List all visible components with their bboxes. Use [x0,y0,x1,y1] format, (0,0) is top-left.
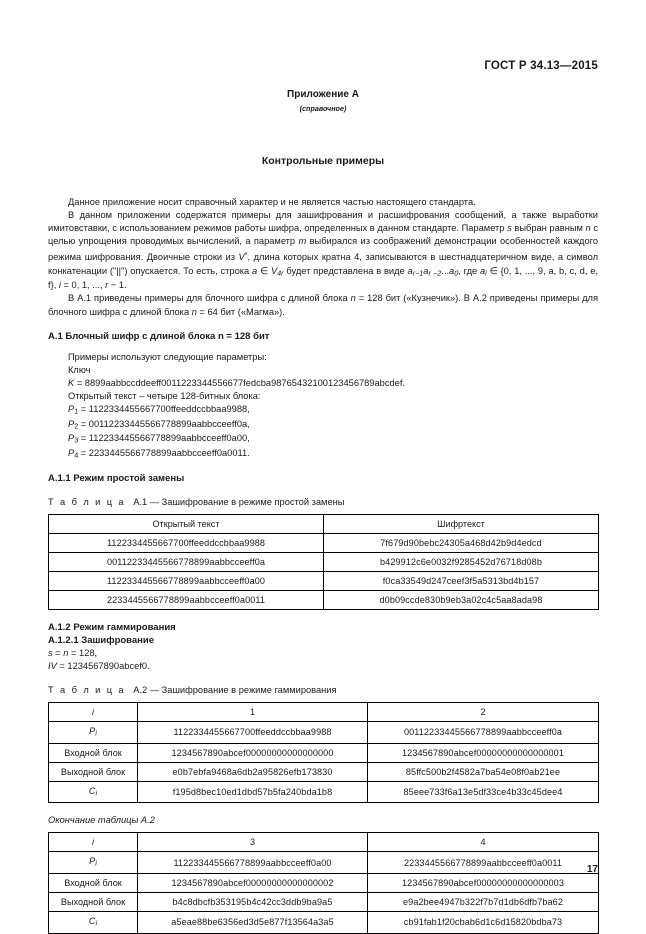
table-a2-part1 [48,702,599,803]
caption-table-a2 [48,684,598,697]
intro-paragraph-2 [48,209,598,292]
table-a2-cell: 1122334455667700ffeeddccbbaa9988 [138,722,368,744]
a1-p3-index: 3 [74,435,79,445]
table-a2-cell: 85ffc500b2f4582a7ba54e08f0ab21ee [368,762,599,781]
table-a2-cell: 1234567890abcef00000000000000001 [368,743,599,762]
table-a2-cell: e0b7ebfa9468a6db2a95826efb173830 [138,762,368,781]
annex-subtitle: (справочное) [299,103,347,113]
intro-p3-seg1: В А.1 приведены примеры для блочного шифра с длиной блока [68,293,351,304]
page-content [48,196,598,934]
table-a1-cell-ciphertext: d0b09ccde830b9eb3a02c4c5aa8ada98 [324,590,599,609]
table-a1 [48,514,599,610]
table-a2b-cell: e9a2bee4947b322f7b7d1db6dfb7ba62 [368,892,599,911]
table-a1-header-row [49,514,599,533]
table-row [49,911,599,933]
a1-p2-line [48,418,598,433]
table-a2-cell: f195d8bec10ed1dbd57b5fa240bda1b8 [138,781,368,803]
a1-p4-symbol: P [68,448,75,459]
intro-p2-seq-a2: a [423,265,429,276]
a12-var-n: n [63,647,69,658]
heading-a1 [48,330,598,343]
row-label-symbol: P [89,726,96,737]
table-row [49,873,599,892]
table-a2b-col-header-3: 3 [138,833,368,852]
table-a2-col-header-index [49,703,138,722]
standard-header: ГОСТ Р 34.13—2015 [484,60,598,72]
a1-p3-line [48,432,598,447]
table-a2b-cell: 112233445566778899aabbcceeff0a00 [138,852,368,874]
intro-p2-seq-a1: a [407,265,413,276]
table-a2b-cell: 1234567890abcef00000000000000002 [138,873,368,892]
intro-p2-var-a: a [252,265,258,276]
table-a2b-cell: 2233445566778899aabbcceeff0a0011 [368,852,599,874]
table-a1-col-header-ciphertext: Шифртекст [324,514,599,533]
table-row [49,552,599,571]
intro-p3-seg2: = 128 бит («Кузнечик»). В А.2 приведены примеры для блочного шифра с длиной блока [48,293,598,317]
table-a2b-cell: 1234567890abcef00000000000000003 [368,873,599,892]
a12-s-line [48,647,598,660]
caption-a2-rest: А.2 — Зашифрование в режиме гаммирования [133,685,337,695]
row-label-symbol: C [88,785,96,796]
table-row [49,571,599,590]
a1-key-symbol: K [68,377,75,388]
intro-p2-seg2: выбран равным [511,223,586,234]
row-label-symbol: P [89,856,96,867]
a12-iv-line [48,660,598,673]
table-row [49,743,599,762]
table-a2-header-row [49,703,599,722]
intro-p2-seg9: ∈ {0, 1, ..., 9, a, b, c, d, e, f}, [48,265,599,291]
intro-p2-var-n: n [585,223,591,234]
intro-p2-var-V4r: V [270,265,278,276]
section-title: Контрольные примеры [261,155,385,167]
a12-s-value: = 128, [68,647,98,658]
a1-key-label: Ключ [68,364,91,375]
table-a2b-cell: b4c8dbcfb353195b4c42cc3ddb9ba9a5 [138,892,368,911]
a1-p2-symbol: P [68,418,75,429]
a1-key-line [48,377,598,390]
a1-params-intro: Примеры используют следующие параметры: [68,351,267,362]
caption-a1-rest: А.1 — Зашифрование в режиме простой замены [133,496,345,507]
annex-heading-block [0,88,646,115]
intro-p2-seg10: = 0, 1, ..., [60,280,106,291]
intro-p2-seg3: с целью упрощения проводимых вычислений, а параметр [48,223,598,247]
a1-p1-index: 1 [74,406,79,416]
table-row [49,533,599,552]
table-a2-row-label: Выходной блок [49,762,138,781]
table-a2-index-symbol: i [91,707,95,718]
table-a2b-header-row [49,833,599,852]
table-a2-cell: 00112233445566778899aabbcceeff0a [368,722,599,744]
a12-iv-value: = 1234567890abcef0. [56,660,150,671]
intro-p2-seq-a2-sub: r −2 [428,268,442,278]
intro-p3-var-n2: n [191,306,197,317]
table-a2-row-label [49,781,138,803]
intro-p2-seg7: будет представлена в виде [283,265,408,276]
table-a2b-index-symbol: i [91,837,95,848]
table-a2b-row-label: Выходной блок [49,892,138,911]
table-a2b-col-header-index [49,833,138,852]
table-a2-cell: 1234567890abcef00000000000000000 [138,743,368,762]
intro-p2-seq-a3: a [449,265,455,276]
intro-p3-seg3: = 64 бит («Магма»). [196,306,285,317]
table-row [49,722,599,744]
intro-p2-seq-a3-sub: 0 [454,268,459,278]
table-row [49,590,599,609]
table-row [49,852,599,874]
table-a1-cell-ciphertext: f0ca33549d247ceef3f5a5313bd4b157 [324,571,599,590]
intro-p2-seg11: − 1. [108,280,127,291]
table-a2b-cell: cb91fab1f20cbab6d1c6d15820bdba73 [368,911,599,933]
intro-p2-var-i: i [58,280,61,291]
intro-p2-seg8: , где [458,265,480,276]
a1-plaintext-intro: Открытый текст – четыре 128-битных блока: [68,390,261,401]
table-a2b-cell: a5eae88be6356ed3d5e877f13564a3a5 [138,911,368,933]
table-a2b-row-label: Входной блок [49,873,138,892]
table-row [49,762,599,781]
intro-p2-seq-a1-sub: r−1 [412,268,424,278]
caption-a2-word: Т а б л и ц а [48,685,126,695]
intro-p2-seg5: , длина которых кратна 4, записываются в шестнадцатеричном виде, а символ конкатенации ("||") опускается. То есть, строка [48,252,598,276]
intro-p2-seg1: В данном приложении содержатся примеры для зашифрования и расшифрования сообщений, а также выработки имитовставки, с использованием режимов работы шифра, определенных в данном стандарте. Параметр [48,210,598,234]
intro-p2-var-V-sup: * [244,250,248,260]
caption-a1-word: Т а б л и ц а [48,496,126,507]
intro-p2-seg4: выбирался из соображений демонстрации особенностей каждого режима шифрования. Двоичные строки из [48,236,598,263]
table-a2-row-label: Входной блок [49,743,138,762]
table-a1-cell-plaintext: 00112233445566778899aabbcceeff0a [49,552,324,571]
table-a2b-col-header-4: 4 [368,833,599,852]
caption-table-a1 [48,496,598,509]
intro-p2-var-V: V [238,252,245,263]
table-a1-col-header-plaintext: Открытый текст [49,514,324,533]
table-a2-col-header-1: 1 [138,703,368,722]
a1-p3-value: = 112233445566778899aabbcceeff0a00, [78,433,250,444]
a1-p2-value: = 00112233445566778899aabbcceeff0a, [78,418,250,429]
row-label-sub: i [95,918,98,928]
heading-a12: А.1.2 Режим гаммирования [48,621,176,633]
table-a1-cell-plaintext: 112233445566778899aabbcceeff0a00 [49,571,324,590]
caption-table-a2-continued: Окончание таблицы А.2 [48,815,155,826]
table-a2-part2 [48,832,599,933]
intro-p3-var-n1: n [350,293,356,304]
heading-a121: А.1.2.1 Зашифрование [48,634,155,646]
intro-paragraph-3 [48,292,598,318]
a1-p4-index: 4 [74,450,79,460]
intro-paragraph-1: Данное приложение носит справочный характер и не является частью настоящего стандарта. [68,197,476,207]
heading-a1-pre: А.1 Блочный шифр с длиной блока [48,330,218,342]
a1-p1-value: = 1122334455667700ffeeddccbbaa9988, [78,404,250,415]
a1-p4-value: = 2233445566778899aabbcceeff0a0011. [78,448,250,459]
heading-a1-var-n: n [217,330,224,342]
table-a1-cell-ciphertext: b429912c6e0032f9285452d76718d08b [324,552,599,571]
table-a2-cell: 85eee733f6a13e5df33ce4b33c45dee4 [368,781,599,803]
intro-p2-var-r: r [105,280,109,291]
a1-p4-line [48,447,598,462]
table-a1-cell-plaintext: 2233445566778899aabbcceeff0a0011 [49,590,324,609]
intro-p2-var-m: m [298,236,307,247]
table-a2b-row-label [49,911,138,933]
table-row [49,781,599,803]
row-label-sub: i [95,858,97,868]
a12-eq1: = [52,647,64,658]
a1-p1-line [48,403,598,418]
table-a2-col-header-2: 2 [368,703,599,722]
heading-a11: А.1.1 Режим простой замены [48,472,185,484]
table-a2-row-label [49,722,138,744]
a12-var-s: s [48,647,53,658]
intro-p2-var-ai-sub: i [485,268,487,278]
row-label-symbol: C [88,915,96,926]
table-a1-cell-ciphertext: 7f679d90bebc24305a468d42b9d4edcd [324,533,599,552]
intro-p2-var-ai: a [480,265,486,276]
row-label-sub: i [95,788,98,798]
row-label-sub: i [95,728,97,738]
table-a2b-row-label [49,852,138,874]
heading-a1-post: = 128 бит [223,330,270,342]
page-number: 17 [586,864,598,875]
intro-p2-var-V4r-sub: 4r [277,268,284,278]
intro-p2-seg6: ∈ [257,265,271,276]
annex-title: Приложение А [287,89,359,100]
a12-var-iv: IV [48,660,57,671]
a1-p3-symbol: P [68,433,75,444]
table-row [49,892,599,911]
a1-p1-symbol: P [68,404,75,415]
intro-p2-var-s: s [507,223,512,234]
a1-key-value: = 8899aabbccddeeff0011223344556677fedcba98765432100123456789abcdef. [74,377,405,388]
intro-p2-dots: ... [441,265,450,276]
a1-p2-index: 2 [74,421,79,431]
table-a1-cell-plaintext: 1122334455667700ffeeddccbbaa9988 [49,533,324,552]
